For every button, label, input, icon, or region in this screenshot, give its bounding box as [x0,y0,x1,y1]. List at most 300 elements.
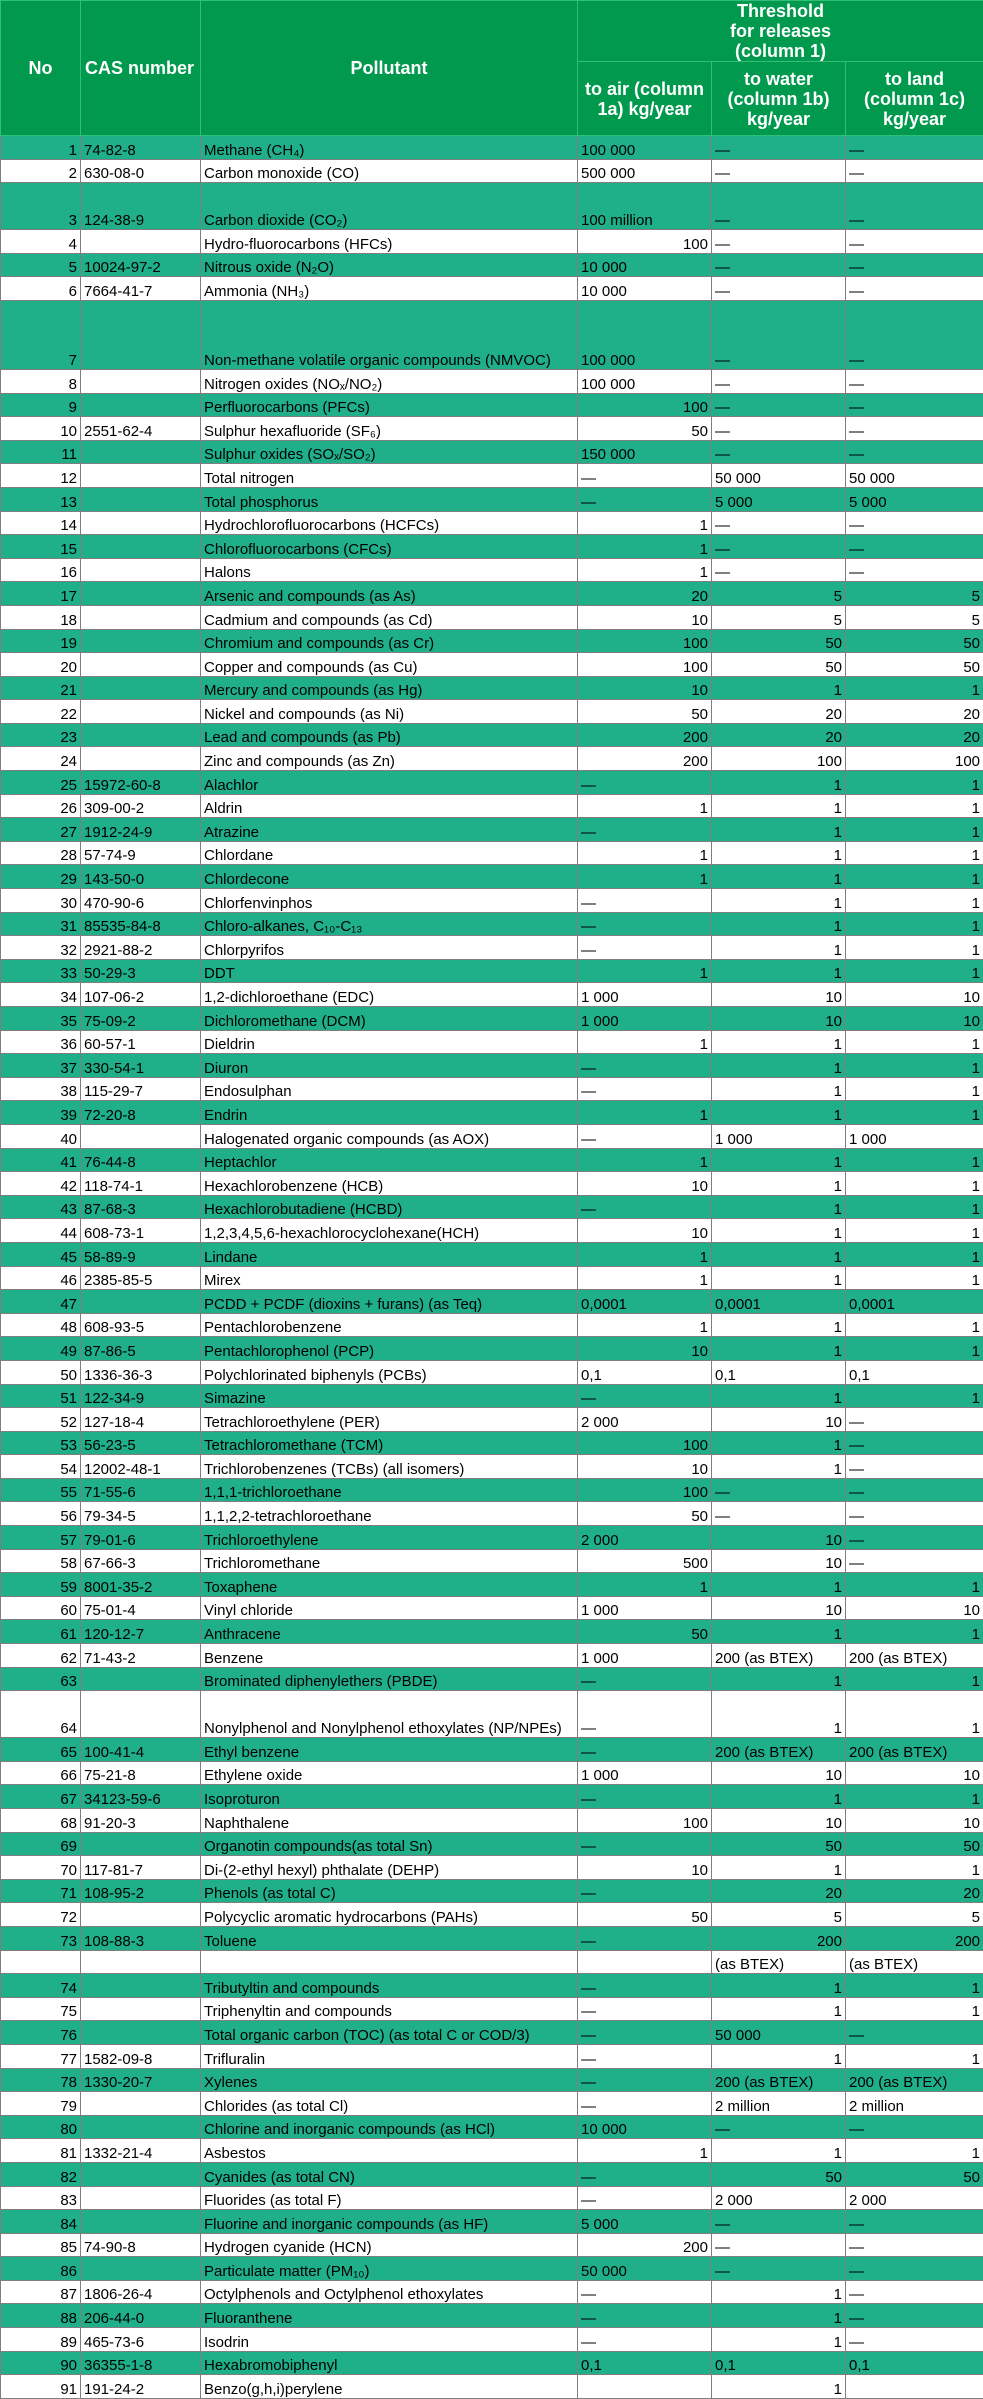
row-number: 64 [1,1691,81,1738]
threshold-land: 0,1 [846,1360,983,1384]
threshold-land: 20 [846,1879,983,1903]
pollutant-name: Halogenated organic compounds (as AOX) [201,1124,578,1148]
threshold-air: 10 [578,1337,712,1361]
threshold-air: 50 [578,700,712,724]
table-row [1,1832,983,1856]
cas-number: 330-54-1 [81,1054,201,1078]
threshold-water: — [712,2233,846,2257]
threshold-water: 1 [712,1101,846,1125]
threshold-water: 10 [712,1549,846,1573]
threshold-land: — [846,159,983,183]
row-number: 58 [1,1549,81,1573]
pollutant-name: Zinc and compounds (as Zn) [201,747,578,771]
threshold-water: 1 000 [712,1124,846,1148]
cas-number: 470-90-6 [81,889,201,913]
threshold-air: 1 [578,535,712,559]
threshold-air: 50 [578,1502,712,1526]
row-number: 37 [1,1054,81,1078]
pollutant-name: Mirex [201,1266,578,1290]
row-number: 14 [1,511,81,535]
pollutant-name: Isoproturon [201,1785,578,1809]
table-row [1,1644,983,1668]
cas-number: 34123-59-6 [81,1785,201,1809]
pollutant-name: Perfluorocarbons (PFCs) [201,393,578,417]
threshold-air: 50 [578,1903,712,1927]
cas-number [81,605,201,629]
pollutant-name: Brominated diphenylethers (PBDE) [201,1667,578,1691]
row-number: 9 [1,393,81,417]
threshold-land: 1 [846,1974,983,1998]
table-row [1,2092,983,2116]
row-number: 38 [1,1077,81,1101]
threshold-air: 1 [578,558,712,582]
threshold-land: 1 [846,771,983,795]
pollutant-name: Carbon monoxide (CO) [201,159,578,183]
threshold-land: — [846,136,983,160]
threshold-air: 100 [578,393,712,417]
row-number: 60 [1,1596,81,1620]
table-row [1,1290,983,1314]
threshold-air: — [578,1384,712,1408]
row-number: 81 [1,2139,81,2163]
table-row [1,1077,983,1101]
cas-number: 15972-60-8 [81,771,201,795]
pollutant-name: DDT [201,959,578,983]
threshold-air: 1 [578,865,712,889]
threshold-land: 1 [846,1195,983,1219]
row-number: 49 [1,1337,81,1361]
threshold-water: 1 [712,1313,846,1337]
threshold-land: 1 [846,912,983,936]
row-number: 39 [1,1101,81,1125]
pollutant-name: Methane (CH₄) [201,136,578,160]
pollutant-name: Sulphur hexafluoride (SF₆) [201,417,578,441]
threshold-water: 20 [712,700,846,724]
pollutant-name: Hexachlorobenzene (HCB) [201,1172,578,1196]
threshold-water: 1 [712,794,846,818]
threshold-water: 1 [712,1856,846,1880]
table-row [1,818,983,842]
table-row [1,1313,983,1337]
threshold-air: — [578,2162,712,2186]
table-row [1,136,983,160]
threshold-air: 2 000 [578,1408,712,1432]
pollutant-name: Nitrous oxide (N₂O) [201,253,578,277]
threshold-land: — [846,2304,983,2328]
threshold-land: 1 000 [846,1124,983,1148]
pollutant-name: Particulate matter (PM₁₀) [201,2257,578,2281]
threshold-land: 1 [846,1691,983,1738]
row-number: 26 [1,794,81,818]
table-row [1,794,983,818]
threshold-land: 1 [846,676,983,700]
pollutant-name: Tetrachloroethylene (PER) [201,1408,578,1432]
row-number: 70 [1,1856,81,1880]
header-water: to water (column 1b) kg/year [712,62,846,136]
cas-number [81,369,201,393]
threshold-air: 100 [578,629,712,653]
threshold-water: 1 [712,841,846,865]
row-number: 53 [1,1431,81,1455]
pollutant-name: Chlordane [201,841,578,865]
cas-number: 1806-26-4 [81,2280,201,2304]
cas-number: 608-93-5 [81,1313,201,1337]
threshold-water: 100 [712,747,846,771]
threshold-air: 1 [578,2139,712,2163]
threshold-water: 1 [712,1667,846,1691]
table-row [1,1950,983,1974]
cas-number [81,2115,201,2139]
threshold-air: 1 000 [578,1007,712,1031]
threshold-water: 1 [712,1195,846,1219]
threshold-water: 10 [712,983,846,1007]
table-row [1,959,983,983]
threshold-air [578,2375,712,2399]
row-number: 91 [1,2375,81,2399]
table-row [1,2162,983,2186]
threshold-water: 1 [712,1455,846,1479]
table-row [1,1809,983,1833]
threshold-water: 1 [712,771,846,795]
row-number: 16 [1,558,81,582]
row-number: 28 [1,841,81,865]
cas-number: 115-29-7 [81,1077,201,1101]
row-number: 12 [1,464,81,488]
threshold-land: (as BTEX) [846,1950,983,1974]
cas-number [81,582,201,606]
threshold-air: 100 000 [578,136,712,160]
threshold-air: 100 [578,1431,712,1455]
threshold-land: 10 [846,983,983,1007]
cas-number: 85535-84-8 [81,912,201,936]
table-row [1,1337,983,1361]
threshold-water: 10 [712,1761,846,1785]
threshold-land: 5 [846,582,983,606]
threshold-land: — [846,1526,983,1550]
cas-number [81,1974,201,1998]
threshold-air: 1 [578,1148,712,1172]
pollutant-name: Fluorides (as total F) [201,2186,578,2210]
threshold-water: 2 million [712,2092,846,2116]
threshold-water: 1 [712,1172,846,1196]
pollutant-name: Vinyl chloride [201,1596,578,1620]
threshold-land: 1 [846,1667,983,1691]
row-number: 61 [1,1620,81,1644]
row-number: 35 [1,1007,81,1031]
threshold-land: 1 [846,889,983,913]
pollutant-name: Total phosphorus [201,487,578,511]
pollutant-name: Pentachlorophenol (PCP) [201,1337,578,1361]
cas-number: 608-73-1 [81,1219,201,1243]
pollutant-name: Trichlorobenzenes (TCBs) (all isomers) [201,1455,578,1479]
threshold-air: 1 [578,511,712,535]
threshold-air: — [578,889,712,913]
threshold-air: — [578,1077,712,1101]
threshold-land: — [846,253,983,277]
cas-number [81,440,201,464]
pollutant-name: Copper and compounds (as Cu) [201,653,578,677]
threshold-water: 200 [712,1926,846,1950]
table-row [1,936,983,960]
threshold-water: 1 [712,2280,846,2304]
threshold-land: 10 [846,1596,983,1620]
table-row [1,1620,983,1644]
table-row [1,1054,983,1078]
cas-number: 7664-41-7 [81,277,201,301]
threshold-water: 1 [712,1242,846,1266]
table-row [1,1785,983,1809]
table-row [1,1360,983,1384]
table-row [1,912,983,936]
table-row [1,1926,983,1950]
row-number: 1 [1,136,81,160]
threshold-air: — [578,1054,712,1078]
threshold-water: 50 [712,629,846,653]
table-row [1,771,983,795]
threshold-land: 0,0001 [846,1290,983,1314]
threshold-land: — [846,277,983,301]
cas-number: 74-82-8 [81,136,201,160]
threshold-land: — [846,1549,983,1573]
cas-number: 57-74-9 [81,841,201,865]
threshold-land: — [846,2328,983,2352]
threshold-air: 1 [578,959,712,983]
cas-number: 8001-35-2 [81,1573,201,1597]
threshold-land: 10 [846,1761,983,1785]
row-number: 65 [1,1738,81,1762]
row-number: 63 [1,1667,81,1691]
cas-number: 36355-1-8 [81,2351,201,2375]
row-number: 52 [1,1408,81,1432]
pollutant-name: Isodrin [201,2328,578,2352]
table-row [1,1030,983,1054]
table-row [1,1667,983,1691]
pollutant-name: Octylphenols and Octylphenol ethoxylates [201,2280,578,2304]
table-row [1,1266,983,1290]
threshold-land: 1 [846,959,983,983]
threshold-air: 10 [578,1856,712,1880]
table-row [1,676,983,700]
threshold-air: — [578,818,712,842]
row-number: 2 [1,159,81,183]
pollutant-name: Hexachlorobutadiene (HCBD) [201,1195,578,1219]
pollutant-name: Chlorides (as total Cl) [201,2092,578,2116]
threshold-air: 10 000 [578,2115,712,2139]
pollutant-name: Benzene [201,1644,578,1668]
row-number: 66 [1,1761,81,1785]
row-number: 51 [1,1384,81,1408]
table-row [1,1856,983,1880]
cas-number [81,393,201,417]
pollutant-name: Carbon dioxide (CO₂) [201,183,578,230]
row-number [1,1950,81,1974]
threshold-air: — [578,1879,712,1903]
threshold-air: 10 [578,605,712,629]
cas-number: 108-95-2 [81,1879,201,1903]
threshold-air: — [578,2280,712,2304]
cas-number [81,487,201,511]
row-number: 68 [1,1809,81,1833]
threshold-air: 200 [578,2233,712,2257]
table-row [1,1195,983,1219]
threshold-air: 500 [578,1549,712,1573]
cas-number: 50-29-3 [81,959,201,983]
threshold-air: 100 [578,1809,712,1833]
threshold-air: — [578,1124,712,1148]
threshold-land: 1 [846,1030,983,1054]
row-number: 71 [1,1879,81,1903]
table-row [1,1478,983,1502]
row-number: 41 [1,1148,81,1172]
cas-number [81,1832,201,1856]
cas-number: 465-73-6 [81,2328,201,2352]
threshold-air: — [578,2021,712,2045]
row-number: 47 [1,1290,81,1314]
threshold-water: 1 [712,2304,846,2328]
threshold-water: 20 [712,1879,846,1903]
threshold-water: 50 [712,1832,846,1856]
row-number: 45 [1,1242,81,1266]
pollutant-name: Heptachlor [201,1148,578,1172]
table-row [1,747,983,771]
threshold-land: 200 (as BTEX) [846,1644,983,1668]
threshold-air: 1 [578,1101,712,1125]
pollutant-name: Ethylene oxide [201,1761,578,1785]
threshold-water: 5 [712,605,846,629]
threshold-water: 10 [712,1596,846,1620]
pollutant-name: Hydrochlorofluorocarbons (HCFCs) [201,511,578,535]
table-row [1,417,983,441]
row-number: 30 [1,889,81,913]
threshold-land: 1 [846,1242,983,1266]
threshold-water: — [712,300,846,369]
pollutant-name: Sulphur oxides (SOₓ/SO₂) [201,440,578,464]
table-row [1,1573,983,1597]
pollutant-name: Polychlorinated biphenyls (PCBs) [201,1360,578,1384]
pollutant-name: Aldrin [201,794,578,818]
pollutant-name: Ethyl benzene [201,1738,578,1762]
threshold-water: 1 [712,1030,846,1054]
threshold-land: 1 [846,1337,983,1361]
pollutant-name: 1,2-dichloroethane (EDC) [201,983,578,1007]
pollutant-name: Triphenyltin and compounds [201,1997,578,2021]
cas-number [81,676,201,700]
table-row [1,1903,983,1927]
table-row [1,723,983,747]
threshold-land: 1 [846,1219,983,1243]
threshold-water: 1 [712,1620,846,1644]
cas-number: 2921-88-2 [81,936,201,960]
table-row [1,841,983,865]
threshold-water: 1 [712,2044,846,2068]
table-row [1,1526,983,1550]
threshold-land: — [846,417,983,441]
threshold-land: 1 [846,1856,983,1880]
threshold-land: 200 (as BTEX) [846,2068,983,2092]
threshold-land: — [846,300,983,369]
threshold-air: 100 000 [578,300,712,369]
threshold-water: 5 [712,1903,846,1927]
table-row [1,1219,983,1243]
threshold-water: — [712,2210,846,2234]
threshold-water: 50 000 [712,2021,846,2045]
cas-number [81,629,201,653]
pollutant-name: Organotin compounds(as total Sn) [201,1832,578,1856]
cas-number: 87-68-3 [81,1195,201,1219]
row-number: 84 [1,2210,81,2234]
row-number: 74 [1,1974,81,1998]
threshold-air: 1 [578,1030,712,1054]
row-number: 17 [1,582,81,606]
threshold-air: 100 [578,230,712,254]
pollutant-name: Atrazine [201,818,578,842]
table-row [1,230,983,254]
threshold-air: 100 [578,1478,712,1502]
header-pollutant: Pollutant [201,1,578,136]
cas-number [81,1903,201,1927]
table-row [1,889,983,913]
threshold-water: 0,1 [712,1360,846,1384]
pollutant-name: Pentachlorobenzene [201,1313,578,1337]
threshold-air: 20 [578,582,712,606]
threshold-water: 1 [712,1431,846,1455]
threshold-land: 50 000 [846,464,983,488]
threshold-land: — [846,393,983,417]
table-row [1,2304,983,2328]
row-number: 20 [1,653,81,677]
table-row [1,1148,983,1172]
threshold-air: 10 [578,1455,712,1479]
cas-number: 107-06-2 [81,983,201,1007]
pollutant-name: Chlorofluorocarbons (CFCs) [201,535,578,559]
cas-number [81,1124,201,1148]
table-row [1,2233,983,2257]
table-row [1,1549,983,1573]
threshold-land: 1 [846,1266,983,1290]
threshold-water: 1 [712,818,846,842]
threshold-land: — [846,535,983,559]
threshold-water: — [712,136,846,160]
table-row [1,1124,983,1148]
pollutant-name: Tetrachloromethane (TCM) [201,1431,578,1455]
row-number: 11 [1,440,81,464]
pollutant-name: Toxaphene [201,1573,578,1597]
threshold-land: 10 [846,1007,983,1031]
threshold-land: 1 [846,1313,983,1337]
threshold-water: — [712,1478,846,1502]
threshold-land: 1 [846,818,983,842]
cas-number: 630-08-0 [81,159,201,183]
threshold-water: — [712,535,846,559]
cas-number [81,2210,201,2234]
row-number: 46 [1,1266,81,1290]
threshold-air: 0,1 [578,2351,712,2375]
pollutant-name: Chlorpyrifos [201,936,578,960]
table-row [1,277,983,301]
cas-number [81,1667,201,1691]
table-row [1,2186,983,2210]
table-row [1,2044,983,2068]
threshold-air: — [578,771,712,795]
pollutant-name: Cyanides (as total CN) [201,2162,578,2186]
threshold-land: — [846,2210,983,2234]
threshold-air: 1 000 [578,983,712,1007]
threshold-water: 10 [712,1809,846,1833]
threshold-water: 1 [712,1337,846,1361]
threshold-air: — [578,1667,712,1691]
threshold-land: — [846,1408,983,1432]
cas-number [81,464,201,488]
